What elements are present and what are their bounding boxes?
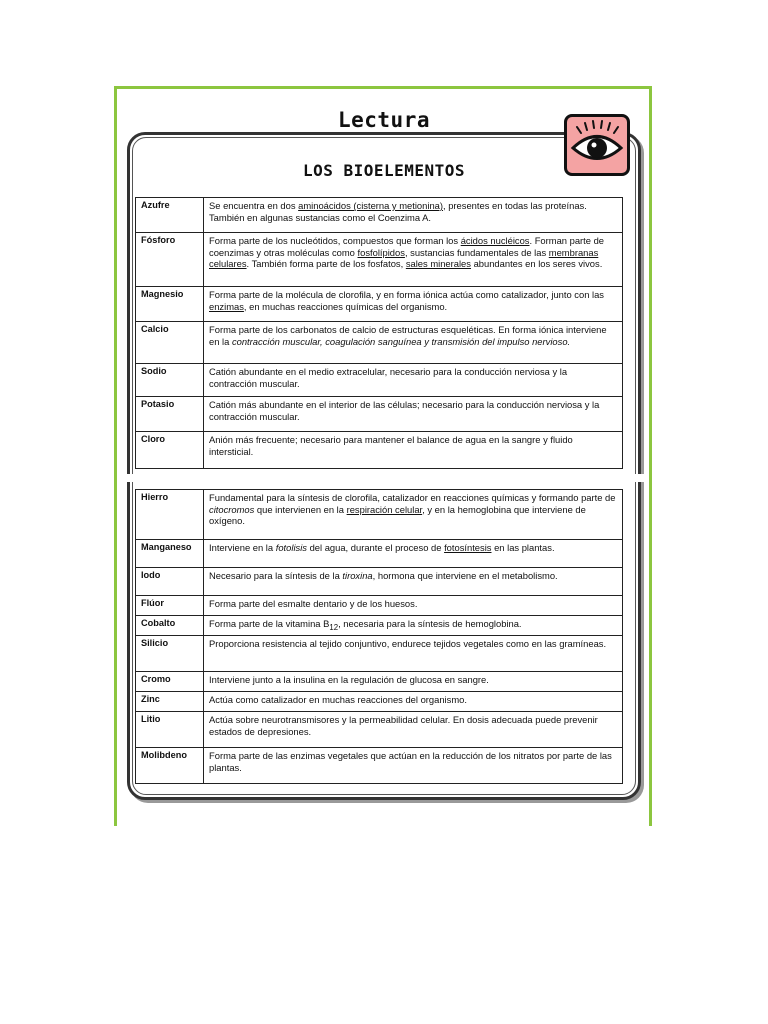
description-text: Forma parte del esmalte dentario y de los huesos. (209, 598, 418, 609)
description-text: , en muchas reacciones químicas del organismo. (243, 300, 448, 312)
element-description (204, 596, 623, 616)
description-text: Actúa como catalizador en muchas reacciones del organismo. (209, 694, 467, 706)
description-text: . También forma parte de los fosfatos, (246, 258, 406, 269)
table-row (136, 540, 623, 568)
element-description (204, 233, 623, 287)
table-row (136, 568, 623, 596)
element-description (204, 490, 623, 540)
description-text: que intervienen en la (254, 503, 347, 515)
description-text: membranas celulares (209, 246, 599, 269)
description-text: Forma parte de la vitamina B (209, 618, 330, 629)
description-text: Forma parte de las enzimas vegetales que actúan en la reducción de los nitratos por parte de las plantas. (209, 750, 612, 773)
description-text: Interviene junto a la insulina en la regulación de glucosa en sangre. (209, 674, 489, 686)
table-row (136, 712, 623, 748)
description-text: Interviene en la (209, 542, 276, 553)
table-row (136, 692, 623, 712)
description-text: enzimas (209, 300, 244, 312)
element-name: Magnesio (136, 287, 204, 322)
description-text: aminoácidos (cisterna y metionina) (298, 200, 443, 211)
description-text: sales minerales (405, 258, 471, 269)
description-text: Anión más frecuente; necesario para mantener el balance de agua en la sangre y fluido intersticial. (209, 434, 573, 457)
table-row (136, 672, 623, 692)
element-name: Litio (136, 712, 204, 748)
table-row (136, 397, 623, 432)
table-row (136, 198, 623, 233)
table-row (136, 490, 623, 540)
element-description (204, 712, 623, 748)
element-name: Cromo (136, 672, 204, 692)
description-text: respiración celular (346, 503, 423, 515)
page-break-gap (126, 474, 646, 482)
element-description (204, 748, 623, 784)
table-row (136, 432, 623, 469)
description-text: en las plantas. (491, 542, 555, 553)
bioelements-table-1 (135, 197, 623, 469)
table-row (136, 636, 623, 672)
description-text: ácidos nucléicos (460, 235, 530, 246)
description-text: Necesario para la síntesis de la (209, 570, 343, 581)
element-name: Fósforo (136, 233, 204, 287)
description-text: 12 (329, 622, 339, 632)
table-row (136, 748, 623, 784)
description-text: , y en la hemoglobina que interviene de oxígeno. (209, 503, 586, 526)
element-name: Silicio (136, 636, 204, 672)
element-description (204, 397, 623, 432)
description-text: . Forman parte de coenzimas y otras moléculas como (209, 235, 605, 258)
description-text: , necesaria para la síntesis de hemoglobina. (338, 618, 522, 629)
element-name: Azufre (136, 198, 204, 233)
description-text: Forma parte de los carbonatos de calcio de estructuras esqueléticas. En forma iónica interviene en la (209, 324, 607, 347)
description-text: contracción muscular, coagulación sanguínea y transmisión del impulso nervioso. (231, 335, 571, 347)
table-row (136, 233, 623, 287)
element-description (204, 616, 623, 636)
table-row (136, 616, 623, 636)
description-text: , presentes en todas las proteínas. También en algunas sustancias como el Coenzima A. (209, 200, 587, 223)
table-row (136, 287, 623, 322)
element-name: Cloro (136, 432, 204, 469)
description-text: fotolisis (275, 542, 307, 553)
element-name: Sodio (136, 364, 204, 397)
table-row (136, 364, 623, 397)
table-row (136, 322, 623, 364)
description-text: Catión abundante en el medio extracelular, necesario para la conducción nerviosa y la contracción muscular. (209, 366, 568, 389)
element-name: Molibdeno (136, 748, 204, 784)
description-text: Se encuentra en dos (209, 200, 299, 211)
element-name: Manganeso (136, 540, 204, 568)
element-name: Cobalto (136, 616, 204, 636)
description-text: fotosíntesis (444, 542, 492, 553)
bioelements-table-2 (135, 489, 623, 784)
element-name: Zinc (136, 692, 204, 712)
element-description (204, 672, 623, 692)
description-text: abundantes en los seres vivos. (470, 258, 603, 269)
element-description (204, 287, 623, 322)
element-name: Hierro (136, 490, 204, 540)
description-text: Forma parte de la molécula de clorofila, y en forma iónica actúa como catalizador, junto con las (209, 289, 604, 300)
description-text: Actúa sobre neurotransmisores y la permeabilidad celular. En dosis adecuada puede prevenir estados de depresiones. (209, 714, 598, 737)
section-label: Lectura (337, 108, 430, 132)
description-text: citocromos (209, 503, 255, 515)
description-text: Fundamental para la síntesis de clorofila, catalizador en reacciones químicas y formando parte de (209, 492, 616, 503)
element-description (204, 568, 623, 596)
table-row (136, 596, 623, 616)
element-description (204, 198, 623, 233)
element-description (204, 636, 623, 672)
page-title: LOS BIOELEMENTOS (302, 161, 466, 180)
description-text: Proporciona resistencia al tejido conjuntivo, endurece tejidos vegetales como en las gramíneas. (209, 638, 607, 650)
element-description (204, 322, 623, 364)
description-text: tiroxina (342, 570, 373, 581)
element-description (204, 692, 623, 712)
element-description (204, 540, 623, 568)
description-text: , sustancias fundamentales de las (404, 246, 549, 258)
element-name: Flúor (136, 596, 204, 616)
description-text: , hormona que interviene en el metabolismo. (372, 570, 558, 581)
element-name: Potasio (136, 397, 204, 432)
element-description (204, 432, 623, 469)
element-description (204, 364, 623, 397)
element-name: Calcio (136, 322, 204, 364)
description-text: del agua, durante el proceso de (306, 542, 445, 553)
description-text: Catión más abundante en el interior de las células; necesario para la conducción nerviosa y la contracción muscular. (209, 399, 600, 422)
description-text: fosfolípidos (357, 246, 405, 258)
description-text: Forma parte de los nucleótidos, compuestos que forman los (209, 235, 461, 246)
element-name: Iodo (136, 568, 204, 596)
